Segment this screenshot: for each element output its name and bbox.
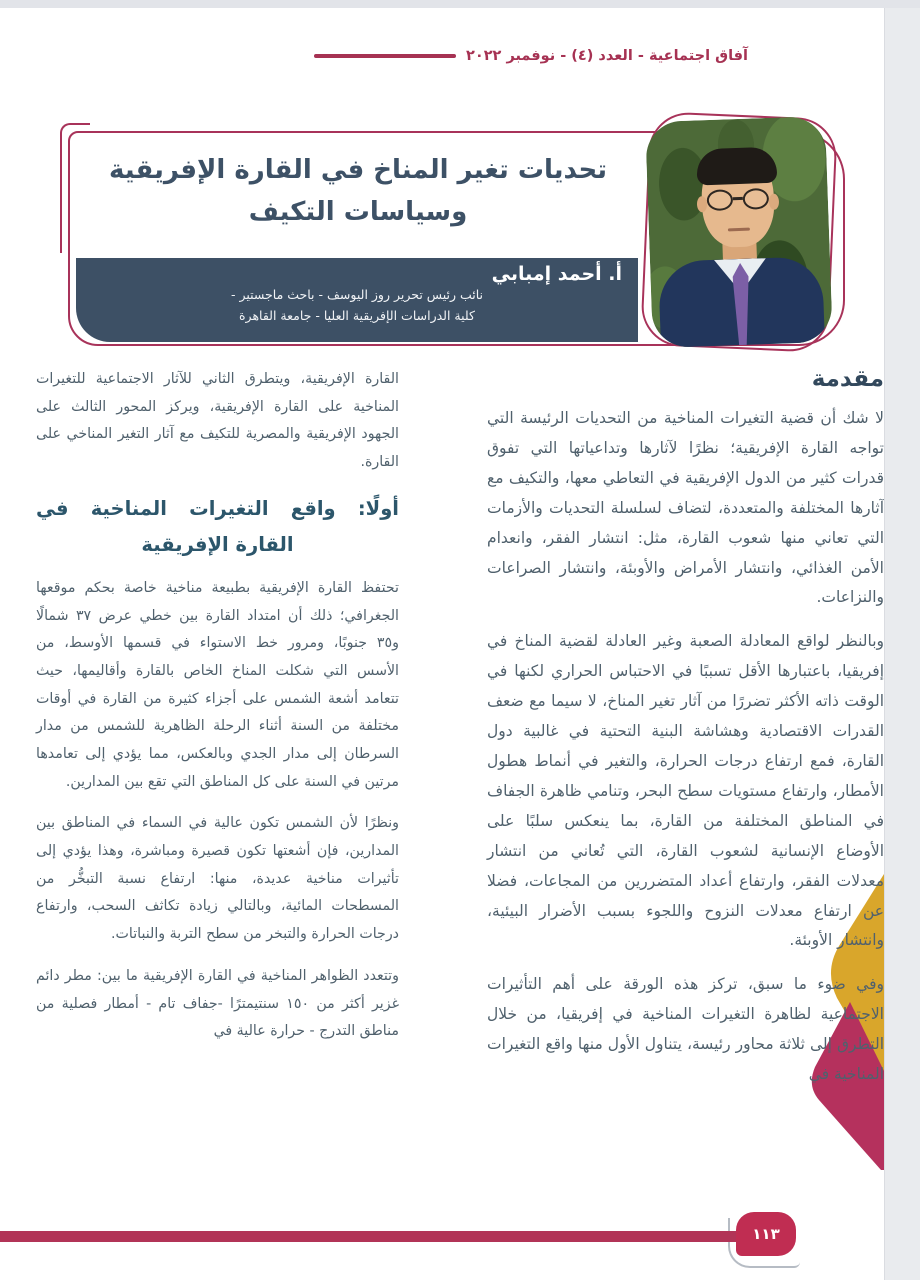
intro-heading: مقدمة — [811, 366, 884, 392]
author-photo-image — [645, 116, 833, 348]
author-photo-suit — [658, 256, 825, 348]
section-one-paragraph-2: ونظرًا لأن الشمس تكون عالية في السماء في المناطق بين المدارين، فإن أشعتها تكون قصيرة ومباشرة، وهذا يؤدي إلى تأثيرات مناخية عديدة، منها: ارتفاع نسبة التبخُّر من المسطحات المائية، وبالتالي زيادة تكاثف السحب، وارتفاع درجات الحرارة والتبخر من سطح التربة والنباتات. — [36, 815, 399, 943]
page-right-margin-strip — [884, 0, 920, 1280]
intro-paragraph-1: لا شك أن قضية التغيرات المناخية من التحديات الرئيسة التي تواجه القارة الإفريقية؛ نظرًا لآثارها وتداعياتها التي تفوق قدرات كثير من الدول الإفريقية في التعاطي معها، والتكيف مع آثارها المختلفة والمتعددة، لتضاف لسلسلة التحديات والأزمات التي تعاني منها شعوب القارة، مثل: انتشار الفقر، وانعدام الأمن الغذائي، وانتشار الأمراض والأوبئة، وانتشار الصراعات والنزاعات. — [487, 409, 884, 607]
column-intro — [421, 366, 884, 1166]
leaf-text-wrap-spacer — [421, 871, 479, 1166]
intro-paragraph-2: وبالنظر لواقع المعادلة الصعبة وغير العادلة لقضية المناخ في إفريقيا، باعتبارها الأقل تسببًا في الاحتباس الحراري لكنها في الوقت ذاته الأكثر تضررًا من آثار تغير المناخ، لا سيما مع ضعف القدرات الاقتصادية وهشاشة البنية التحتية في غالبية دول القارة، فمع ارتفاع درجات الحرارة، والتغير في أنماط هطول الأمطار، وارتفاع مستويات سطح البحر، وتنامي ظاهرة الجفاف في المناطق المختلفة من القارة، بما ينعكس سلبًا على الأوضاع الإنسانية لشعوب القارة، التي تُعاني من انتشار معدلات الفقر، وارتفاع أعداد المتضررين من المجاعات، فضلا عن ارتفاع معدلات النزوح واللجوء بسبب الأضرار البيئية، وانتشار الأوبئة. — [487, 632, 884, 950]
glasses-lens — [707, 189, 734, 211]
section-one-paragraph-3: وتتعدد الظواهر المناخية في القارة الإفريقية ما بين: مطر دائم غزير أكثر من ١٥٠ سنتيمترًا -جفاف تام - أمطار فصلية من مناطق التدرج - حرارة عالية في — [36, 967, 400, 1040]
continuation-paragraph-1: القارة الإفريقية، ويتطرق الثاني للآثار الاجتماعية للتغيرات المناخية على القارة الإفريقية، ويركز المحور الثالث على الجهود الإفريقية والمصرية للتكيف مع آثار التغير المناخي على القارة. — [36, 371, 399, 471]
glasses-lens — [742, 188, 769, 210]
author-block — [76, 258, 638, 342]
journal-issue-line: آفاق اجتماعية - العدد (٤) - نوفمبر ٢٠٢٢ — [466, 48, 748, 64]
intro-paragraph-3: وفي ضوء ما سبق، تركز هذه الورقة على أهم التأثيرات الاجتماعية لظاهرة التغيرات المناخية في إفريقيا، من خلال التطرق إلى ثلاثة محاور رئيسة، يتناول الأول منها واقع التغيرات المناخية في — [487, 975, 884, 1084]
author-photo-mouth — [728, 228, 750, 232]
header-rule — [314, 54, 456, 58]
author-name: أ. أحمد إمبابي — [491, 263, 622, 285]
article-title-line2: وسياسات التكيف — [248, 196, 468, 227]
page-number-badge: ١١٣ — [736, 1212, 796, 1256]
glasses-icon — [705, 188, 772, 212]
footer-rule — [0, 1231, 736, 1242]
running-header — [314, 48, 748, 64]
article-title — [80, 150, 636, 233]
section-one-heading: أولًا: واقع التغيرات المناخية في القارة الإفريقية — [36, 496, 399, 556]
author-affiliation-line2: كلية الدراسات الإفريقية العليا - جامعة القاهرة — [239, 307, 475, 323]
article-body — [36, 366, 884, 1166]
author-affiliation-line1: نائب رئيس تحرير روز اليوسف - باحث ماجستير - — [230, 287, 484, 302]
page-top-edge — [0, 0, 920, 8]
author-photo-hair — [696, 147, 777, 186]
section-one-paragraph-1: تحتفظ القارة الإفريقية بطبيعة مناخية خاصة بحكم موقعها الجغرافي؛ ذلك أن امتداد القارة بين خطي عرض ٣٧ شمالًا و٣٥ جنوبًا، ومرور خط الاستواء في قسمها الأوسط، من الأسس التي شكلت المناخ الخاص بالقارة وأقاليمها، حيث تتعامد أشعة الشمس على أجزاء كثيرة من القارة في أوقات مختلفة من السنة أثناء الرحلة الظاهرية للشمس من مدار السرطان إلى مدار الجدي وبالعكس، مما يؤدي إلى تعامدها مرتين في السنة على كل المناطق التي تقع بين المدارين. — [36, 579, 399, 790]
glasses-bridge — [733, 197, 743, 200]
column-continuation — [36, 366, 399, 1166]
author-photo — [644, 114, 834, 350]
author-photo-face — [700, 152, 775, 248]
article-title-line1: تحديات تغير المناخ في القارة الإفريقية — [109, 155, 607, 185]
